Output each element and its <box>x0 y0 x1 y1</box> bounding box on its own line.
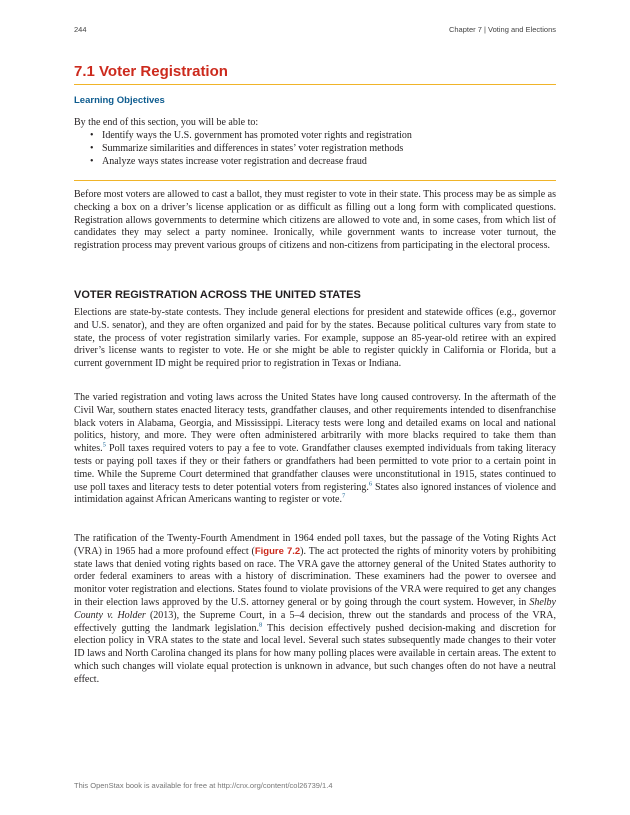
paragraph-text: States also ignored instances of violence and intimidation against African Americans wanting to register or vote. <box>74 481 556 506</box>
list-item <box>74 156 412 169</box>
chapter-title: Chapter 7 | Voting and Elections <box>448 25 556 34</box>
paragraph-text: The varied registration and voting laws across the United States have long caused controversy. In the aftermath of the Civil War, southern states enacted literacy tests, grandfather clauses, and other requirements intended to disenfranchise black voters in Alabama, Georgia, and Mississippi. Literacy tests were long and detailed exams on local and national politics, history, and more. They were often administered arbitrarily with more blacks required to take them than whites. <box>74 392 556 455</box>
paragraph-text: The ratification of the Twenty-Fourth Amendment in 1964 ended poll taxes, but the passage of the Voting Rights Act (VRA) in 1965 had a more profound effect ( <box>74 533 556 557</box>
paragraph-text: Poll taxes required voters to pay a fee to vote. Grandfather clauses exempted individuals from taking literacy tests or paying poll taxes if they or their fathers or grandfathers had been permitted to vote prior to a certain point in time. While the Supreme Court determined that grandfather clauses were unconstitutional in 1915, states continued to use poll taxes and literacy tests to deter potential voters from registering. <box>74 443 556 493</box>
objective-text: Analyze ways states increase voter registration and decrease fraud <box>102 155 367 167</box>
footnote-link[interactable]: 8 <box>258 621 263 629</box>
learning-objectives-heading: Learning Objectives <box>74 95 165 106</box>
paragraph-text: This decision effectively pushed decision-making and discretion for election policy in VRA states to the state and local level. Several such states subsequently made changes to their voter ID laws and North Carolina changed its plans for how many polling places were available in certain areas. The extent to which such changes will violate equal protection is unknown in advance, but such changes often do not have a neutral effect. <box>74 622 556 685</box>
learning-objectives-intro: By the end of this section, you will be able to: <box>74 117 259 128</box>
objective-text: Identify ways the U.S. government has promoted voter rights and registration <box>102 130 412 141</box>
case-name: Shelby County v. Holder <box>74 596 556 621</box>
paragraph-text: ). The act protected the rights of minority voters by prohibiting state laws that denied voting rights based on race. The VRA gave the attorney general of the United States authority to order federal examiners to areas with a history of discrimination. These examiners had the power to oversee and monitor voter registration and elections. States found to violate provisions of the VRA were required to get any changes in their election laws approved by the U.S. attorney general or by going through the court system. However, in <box>74 545 556 608</box>
body-paragraph-1: Elections are state-by-state contests. They include general elections for president and statewide offices (e.g., governor and U.S. senator), and they are often organized and paid for by the states. Because political cultures vary from state to state, the process of voter registration similarly varies. For example, suppose an 85-year-old retiree with an expired driver’s license wants to register to vote. He or she might be able to register quickly in California or Florida, but a current government ID might be required prior to registration in Texas or Indiana. <box>74 307 556 370</box>
list-item <box>74 130 412 143</box>
subsection-heading: VOTER REGISTRATION ACROSS THE UNITED STATES <box>74 289 361 301</box>
page-number: 244 <box>74 25 87 34</box>
body-paragraph-3 <box>74 533 556 687</box>
learning-objectives-list <box>74 130 412 168</box>
figure-reference-link[interactable]: Figure 7.2 <box>254 545 301 557</box>
bullet-icon: • <box>90 130 94 141</box>
footnote-link[interactable]: 7 <box>342 493 346 501</box>
body-paragraph-2 <box>74 392 556 507</box>
intro-paragraph: Before most voters are allowed to cast a ballot, they must register to vote in their state. This process may be as simple as checking a box on a driver’s license application or as difficult as filling out a long form with complicated questions. Registration allows governments to determine which citizens are allowed to vote and, in some cases, from which list of candidates they may select a party nominee. Ironically, while government wants to increase voter turnout, the registration process may prevent various groups of citizens and non-citizens from participating in the electoral process. <box>74 189 556 252</box>
bullet-icon: • <box>90 155 94 167</box>
paragraph-text: (2013), the Supreme Court, in a 5–4 decision, threw out the standards and process of the VRA, effectively gutting the landmark legislation. <box>74 609 556 634</box>
objectives-divider <box>74 180 556 181</box>
bullet-icon: • <box>90 142 94 154</box>
footnote-link[interactable]: 5 <box>102 441 106 449</box>
page-header <box>74 25 556 39</box>
footnote-link[interactable]: 6 <box>368 480 373 488</box>
list-item <box>74 143 412 156</box>
section-title: 7.1 Voter Registration <box>74 63 556 85</box>
page-footer: This OpenStax book is available for free at http://cnx.org/content/col26739/1.4 <box>74 781 333 790</box>
objective-text: Summarize similarities and differences in states’ voter registration methods <box>102 142 404 154</box>
